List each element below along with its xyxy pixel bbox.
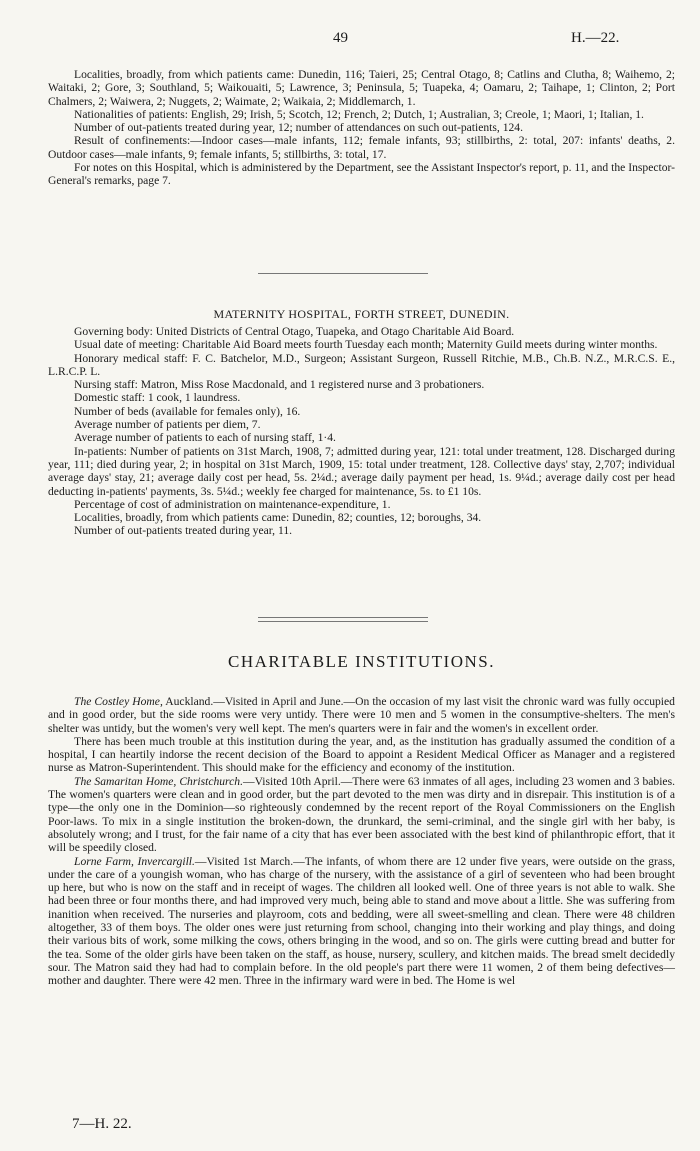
institution-name: Lorne Farm, Invercargill.: [74, 854, 195, 868]
lorne-farm-paragraph: [48, 855, 675, 988]
institution-name: The Samaritan Home, Christchurch.: [74, 774, 243, 788]
patients-per-nurse: Average number of patients to each of nursing staff, 1·4.: [74, 431, 336, 445]
localities-paragraph: Localities, broadly, from which patients came: Dunedin, 116; Taieri, 25; Central Otago, 8; Catlins and Clutha, 8; Waihemo, 2; Waitaki, 2; Gore, 3; Southland, 5; Waikouaiti, 5; Lawrence, 3; Peninsula, 5; Tuapeka, 4; Oamaru, 2; Taihape, 1; Clinton, 2; Port Chalmers, 2; Waiwera, 2; Nuggets, 2; Waimate, 2; Waikaia, 2; Middlemarch, 1.: [48, 68, 675, 108]
nationalities-paragraph: Nationalities of patients: English, 29; Irish, 5; Scotch, 12; French, 2; Dutch, 1; Australian, 3; Creole, 1; Maori, 1; Italian, 1.: [74, 107, 644, 121]
institution-name: The Costley Home,: [74, 695, 163, 708]
paragraph-text: There has been much trouble at this institution during the year, and, as the institution has gradually assumed the condition of a hospital, I can heartily indorse the recent decision of the Board to appoint a Resident Medical Officer as Manager and a registered nurse as Matron-Superintendent. This should make for the efficiency and economy of the institution.: [48, 734, 675, 775]
average-patients: Average number of patients per diem, 7.: [74, 418, 261, 432]
medical-staff: Honorary medical staff: F. C. Batchelor, M.D., Surgeon; Assistant Surgeon, Russell Ritchie, M.B., Ch.B. N.Z., M.R.C.S. E., L.R.C.P. L.: [48, 351, 675, 378]
paragraph-text: Auckland.—Visited in April and June.—On the occasion of my last visit the chronic ward was fully occupied and in good order, but the side rooms were very untidy. There were 10 men and 5 women in the consumptive-shelters. The men's shelter was untidy, but the women's very well kept. The men's quarters were in fair and the women's in excellent order.: [48, 695, 675, 735]
in-patients: In-patients: Number of patients on 31st March, 1908, 7; admitted during year, 121: total under treatment, 128. Discharged during year, 111; died during year, 2; in hospital on 31st March, 1909, 15: total under treatment, 128. Collective days' stay, 2,707; individual average days' stay, 21; average daily cost per head, 5s. 2¼d.; average daily payment per head, 1s. 9¼d.; average daily cost per head deducting in-patients' payments, 3s. 5¼d.; weekly fee charged for maintenance, 5s. to £1 10s.: [48, 444, 675, 498]
paragraph-text: —Visited 10th April.—There were 63 inmates of all ages, including 23 women and 3 babies. The women's quarters were clean and in good order, but the part devoted to the men was dirty and in disrepair. This institution is of a type—the only one in the Dominion—so righteously condemned by the recent report of the Royal Commissioners on the English Poor-laws. To mix in a single institution the broken-down, the drunkard, the semi-criminal, and the single girl with her baby, is absolutely wrong; and I trust, for the fair name of a city that has ever been associated with the best kind of philanthropic effort, that it will be speedily closed.: [48, 774, 675, 855]
localities: Localities, broadly, from which patients came: Dunedin, 82; counties, 12; boroughs, 34.: [74, 511, 482, 525]
nursing-staff: Nursing staff: Matron, Miss Rose Macdonald, and 1 registered nurse and 3 probationers.: [74, 378, 485, 392]
double-rule-bottom: [258, 621, 428, 622]
out-patients-paragraph: Number of out-patients treated during year, 12; number of attendances on such out-patients, 124.: [74, 121, 523, 135]
maternity-hospital-title: MATERNITY HOSPITAL, FORTH STREET, DUNEDIN.: [213, 307, 510, 321]
page-number: 49: [333, 30, 348, 46]
domestic-staff: Domestic staff: 1 cook, 1 laundress.: [74, 391, 241, 405]
costley-home-paragraph: [48, 695, 675, 735]
paragraph-text: —Visited 1st March.—The infants, of whom there are 12 under five years, were outside on the grass, under the care of a youngish woman, who has charge of the nursery, with the assistance of a girl of seventeen who had been brought up here, but who is now on the staff and in receipt of wages. The children all looked well. One of three years is not able to walk. She had been three or four months there, and had improved very much, being able to stand and move about a little. She was suffering from inanition when received. The nurseries and playroom, cots and bedding, were all sweet-smelling and clean. There were 48 children altogether, 33 of them boys. The older ones were just returning from school, changing into their working and play things, and doing their various bits of work, some milking the cows, others bringing in the wood, and so on. The girls were cutting bread and butter for the tea. Some of the older girls have been taken on the staff, as house, nursery, scullery, and kitchen maids. The bread smelt decidedly sour. The Matron said they had had to complain before. In the old people's part there were 11 women, 2 of them being defectives—mother and daughter. There were 42 men. Three in the infirmary ward were in bed. The Home is wel: [48, 854, 675, 988]
section-divider: [258, 273, 428, 274]
number-of-beds: Number of beds (available for females only), 16.: [74, 404, 301, 418]
meeting-date: Usual date of meeting: Charitable Aid Board meets fourth Tuesday each month; Maternity Guild meets during winter months.: [74, 338, 658, 352]
charitable-institutions-report: [48, 695, 675, 988]
notes-paragraph: For notes on this Hospital, which is administered by the Department, see the Assistant Inspector's report, p. 11, and the Inspector-General's remarks, page 7.: [48, 161, 675, 188]
governing-body: Governing body: United Districts of Central Otago, Tuapeka, and Otago Charitable Aid Board.: [74, 325, 515, 338]
out-patients: Number of out-patients treated during year, 11.: [74, 524, 293, 538]
samaritan-home-paragraph: [48, 775, 675, 855]
administration-cost: Percentage of cost of administration on maintenance-expenditure, 1.: [74, 497, 391, 511]
charitable-institutions-title: CHARITABLE INSTITUTIONS.: [228, 652, 495, 671]
page-reference: H.—22.: [571, 30, 620, 46]
footer-reference: 7—H. 22.: [72, 1116, 132, 1132]
confinements-paragraph: Result of confinements:—Indoor cases—male infants, 112; female infants, 93; stillbirths, 2: total, 207: infants' deaths, 2. Outdoor cases—male infants, 9; female infants, 5; stillbirths, 3: total, 17.: [48, 134, 675, 161]
costley-home-paragraph-2: [48, 735, 675, 775]
hospital-report-continuation: [48, 68, 675, 188]
maternity-hospital-report: [48, 325, 675, 538]
double-rule-top: [258, 617, 428, 618]
